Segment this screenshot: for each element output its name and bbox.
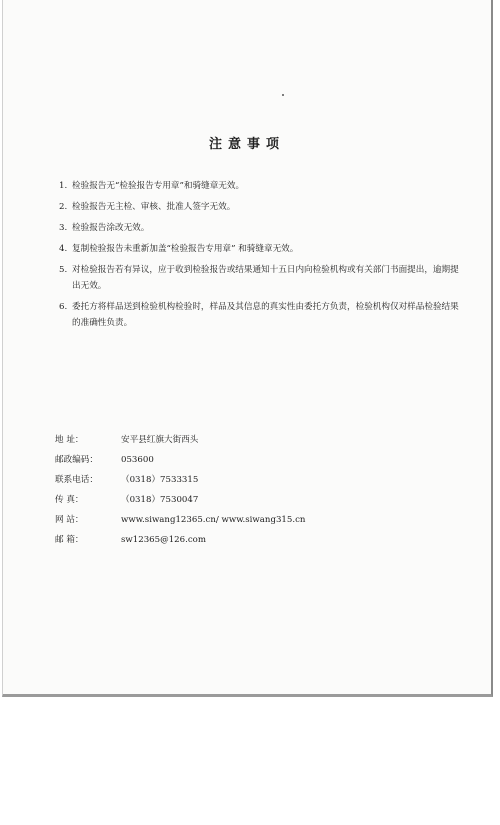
contact-address-row bbox=[55, 430, 455, 450]
notice-text: 检验报告无主检、审核、批准人签字无效。 bbox=[72, 202, 236, 212]
contact-block bbox=[55, 430, 455, 550]
notice-item bbox=[59, 220, 459, 236]
scanned-page bbox=[2, 0, 493, 697]
notice-number: 3. bbox=[59, 223, 68, 233]
notice-number: 6. bbox=[59, 302, 68, 312]
contact-email-row bbox=[55, 530, 455, 550]
contact-website-value: www.siwang12365.cn/ www.siwang315.cn bbox=[121, 515, 306, 525]
contact-fax-value: （0318）7530047 bbox=[121, 495, 199, 505]
notice-number: 4. bbox=[59, 244, 68, 254]
contact-label: 邮政编码： bbox=[55, 455, 98, 465]
page-title: 注意事项 bbox=[208, 137, 285, 152]
notice-text: 对检验报告若有异议，应于收到检验报告或结果通知十五日内向检验机构或有关部门书面提出，逾期提出无效。 bbox=[72, 265, 459, 291]
notice-number: 1. bbox=[59, 181, 68, 191]
contact-label: 网 站： bbox=[55, 515, 84, 525]
notice-text: 复制检验报告未重新加盖“检验报告专用章” 和骑缝章无效。 bbox=[72, 244, 299, 254]
scan-speck bbox=[282, 94, 284, 96]
contact-postcode-value: 053600 bbox=[121, 455, 154, 465]
contact-phone-row bbox=[55, 470, 455, 490]
notice-item bbox=[59, 241, 459, 257]
notice-number: 5. bbox=[59, 265, 68, 275]
notice-text: 委托方将样品送到检验机构检验时，样品及其信息的真实性由委托方负责，检验机构仅对样品检验结果的准确性负责。 bbox=[72, 302, 459, 328]
contact-email-value: sw12365@126.com bbox=[121, 535, 206, 545]
contact-label: 联系电话： bbox=[55, 475, 98, 485]
contact-fax-row bbox=[55, 490, 455, 510]
contact-label: 地 址： bbox=[55, 435, 84, 445]
notice-text: 检验报告涂改无效。 bbox=[72, 223, 150, 233]
notice-item bbox=[59, 199, 459, 215]
contact-address-value: 安平县红旗大街西头 bbox=[121, 435, 199, 445]
notice-text: 检验报告无“检验报告专用章”和骑缝章无效。 bbox=[72, 181, 245, 191]
notice-item bbox=[59, 262, 459, 294]
contact-label: 邮 箱： bbox=[55, 535, 84, 545]
notice-number: 2. bbox=[59, 202, 68, 212]
contact-website-row bbox=[55, 510, 455, 530]
contact-postcode-row bbox=[55, 450, 455, 470]
notice-list bbox=[59, 178, 459, 336]
notice-item bbox=[59, 299, 459, 331]
notice-item bbox=[59, 178, 459, 194]
contact-label: 传 真： bbox=[55, 495, 84, 505]
contact-phone-value: （0318）7533315 bbox=[121, 475, 199, 485]
